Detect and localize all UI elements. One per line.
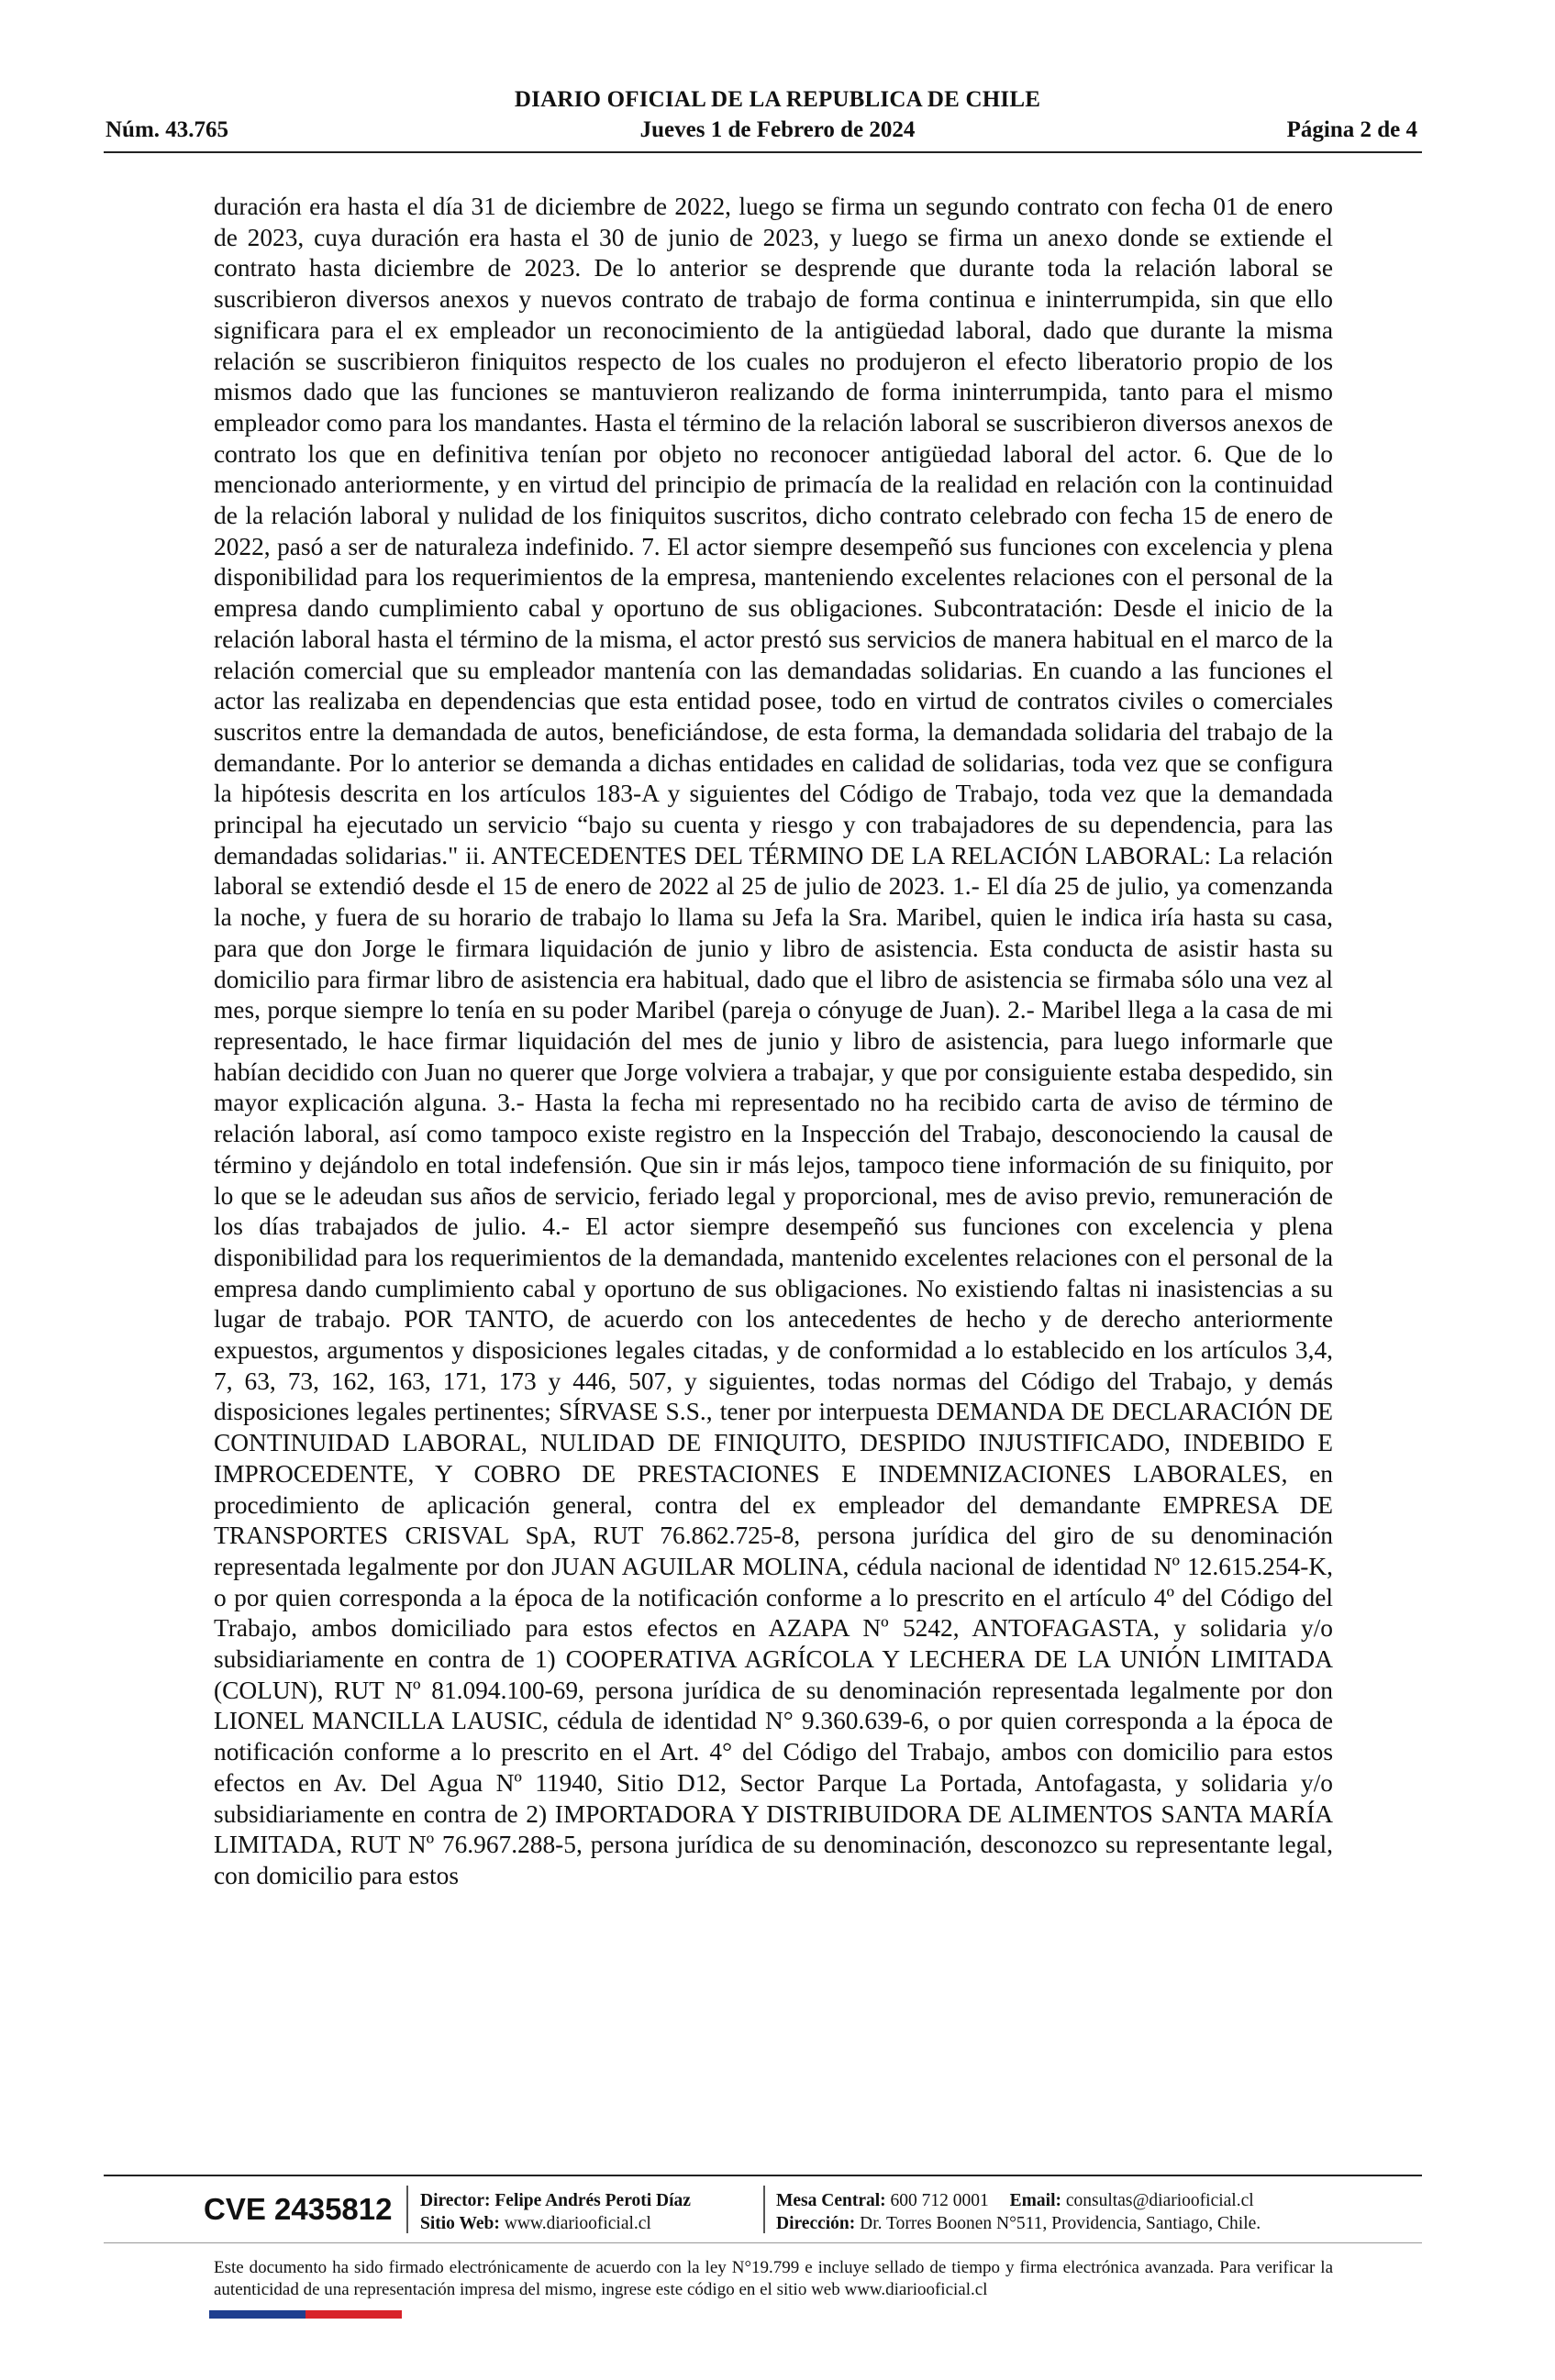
issue-number: Núm. 43.765 <box>106 117 229 142</box>
director-label: Director: <box>420 2191 491 2210</box>
newspaper-title: DIARIO OFICIAL DE LA REPUBLICA DE CHILE <box>514 87 1041 112</box>
footer-separator <box>763 2186 765 2233</box>
page-indicator: Página 2 de 4 <box>1286 117 1417 142</box>
website-label: Sitio Web: <box>420 2214 500 2233</box>
director-line <box>420 2191 691 2211</box>
footer-inner-divider <box>104 2242 1422 2243</box>
body-paragraph: duración era hasta el día 31 de diciembre de 2022, luego se firma un segundo contrato con fecha 01 de enero de 2023, cuya duración era hasta el 30 de junio de 2023, y luego se firma un anexo donde se extiende el contrato hasta diciembre de 2023. De lo anterior se desprende que durante toda la relación laboral se suscribieron diversos anexos y nuevos contrato de trabajo de forma continua e ininterrumpida, sin que ello significara para el ex empleador un reconocimiento de la antigüedad laboral, dado que durante la misma relación se suscribieron finiquitos respecto de los cuales no produjeron el efecto liberatorio propio de los mismos dado que las funciones se mantuvieron realizando de forma ininterrumpida, tanto para el mismo empleador como para los mandantes. Hasta el término de la relación laboral se suscribieron diversos anexos de contrato los que en definitiva tenían por objeto no reconocer antigüedad laboral del actor. 6. Que de lo mencionado anteriormente, y en virtud del principio de primacía de la realidad en relación con la continuidad de la relación laboral y nulidad de los finiquitos suscritos, dicho contrato celebrado con fecha 15 de enero de 2022, pasó a ser de naturaleza indefinido. 7. El actor siempre desempeñó sus funciones con excelencia y plena disponibilidad para los requerimientos de la empresa, manteniendo excelentes relaciones con el personal de la empresa dando cumplimiento cabal y oportuno de sus obligaciones. Subcontratación: Desde el inicio de la relación laboral hasta el término de la misma, el actor prestó sus servicios de manera habitual en el marco de la relación comercial que su empleador mantenía con las demandadas solidarias. En cuando a las funciones el actor las realizaba en dependencias que esta entidad posee, todo en virtud de contratos civiles o comerciales suscritos entre la demandada de autos, beneficiándose, de esta forma, la demandada solidaria del trabajo de la demandante. Por lo anterior se demanda a dichas entidades en calidad de solidarias, toda vez que se configura la hipótesis descrita en los artículos 183-A y siguientes del Código de Trabajo, toda vez que la demandada principal ha ejecutado un servicio “bajo su cuenta y riesgo y con trabajadores de su dependencia, para las demandadas solidarias." ii. ANTECEDENTES DEL TÉRMINO DE LA RELACIÓN LABORAL: La relación laboral se extendió desde el 15 de enero de 2022 al 25 de julio de 2023. 1.- El día 25 de julio, ya comenzanda la noche, y fuera de su horario de trabajo lo llama su Jefa la Sra. Maribel, quien le indica iría hasta su casa, para que don Jorge le firmara liquidación de junio y libro de asistencia. Esta conducta de asistir hasta su domicilio para firmar libro de asistencia era habitual, dado que el libro de asistencia se firmaba sólo una vez al mes, porque siempre lo tenía en su poder Maribel (pareja o cónyuge de Juan). 2.- Maribel llega a la casa de mi representado, le hace firmar liquidación del mes de junio y libro de asistencia, para luego informarle que habían decidido con Juan no querer que Jorge volviera a trabajar, y que por consiguiente estaba despedido, sin mayor explicación alguna. 3.- Hasta la fecha mi representado no ha recibido carta de aviso de término de relación laboral, así como tampoco existe registro en la Inspección del Trabajo, desconociendo la causal de término y dejándolo en total indefensión. Que sin ir más lejos, tampoco tiene información de su finiquito, por lo que se le adeudan sus años de servicio, feriado legal y proporcional, mes de aviso previo, remuneración de los días trabajados de julio. 4.- El actor siempre desempeñó sus funciones con excelencia y plena disponibilidad para los requerimientos de la demandada, mantenido excelentes relaciones con el personal de la empresa dando cumplimiento cabal y oportuno de sus obligaciones. No existiendo faltas ni inasistencias a su lugar de trabajo. POR TANTO, de acuerdo con los antecedentes de hecho y de derecho anteriormente expuestos, argumentos y disposiciones legales citadas, y de conformidad a lo establecido en los artículos 3,4, 7, 63, 73, 162, 163, 171, 173 y 446, 507, y siguientes, todas normas del Código del Trabajo, y demás disposiciones legales pertinentes; SÍRVASE S.S., tener por interpuesta DEMANDA DE DECLARACIÓN DE CONTINUIDAD LABORAL, NULIDAD DE FINIQUITO, DESPIDO INJUSTIFICADO, INDEBIDO E IMPROCEDENTE, Y COBRO DE PRESTACIONES E INDEMNIZACIONES LABORALES, en procedimiento de aplicación general, contra del ex empleador del demandante EMPRESA DE TRANSPORTES CRISVAL SpA, RUT 76.862.725-8, persona jurídica del giro de su denominación representada legalmente por don JUAN AGUILAR MOLINA, cédula nacional de identidad Nº 12.615.254-K, o por quien corresponda a la época de la notificación conforme a lo prescrito en el artículo 4º del Código del Trabajo, ambos domiciliado para estos efectos en AZAPA Nº 5242, ANTOFAGASTA, y solidaria y/o subsidiariamente en contra de 1) COOPERATIVA AGRÍCOLA Y LECHERA DE LA UNIÓN LIMITADA (COLUN), RUT Nº 81.094.100-69, persona jurídica de su denominación representada legalmente por don LIONEL MANCILLA LAUSIC, cédula de identidad N° 9.360.639-6, o por quien corresponda a la época de notificación conforme a lo prescrito en el Art. 4° del Código del Trabajo, ambos con domicilio para estos efectos en Av. Del Agua Nº 11940, Sitio D12, Sector Parque La Portada, Antofagasta, y solidaria y/o subsidiariamente en contra de 2) IMPORTADORA Y DISTRIBUIDORA DE ALIMENTOS SANTA MARÍA LIMITADA, RUT Nº 76.967.288-5, persona jurídica de su denominación, desconozco su representante legal, con domicilio para estos <box>214 193 1333 1889</box>
website-line <box>420 2214 651 2234</box>
email-label: Email: <box>1009 2191 1062 2210</box>
address-line <box>776 2214 1261 2234</box>
cve-code: CVE 2435812 <box>204 2192 393 2226</box>
contact-line <box>776 2191 1254 2211</box>
phone-label: Mesa Central: <box>776 2191 886 2210</box>
phone-number: 600 712 0001 <box>890 2191 989 2210</box>
document-body <box>214 192 1333 1892</box>
flag-red-band <box>305 2310 402 2319</box>
footer-divider <box>104 2175 1422 2176</box>
issue-date: Jueves 1 de Febrero de 2024 <box>639 117 916 142</box>
address-label: Dirección: <box>776 2214 856 2233</box>
flag-blue-band <box>209 2310 305 2319</box>
email-link[interactable]: consultas@diariooficial.cl <box>1065 2191 1254 2210</box>
footer-separator <box>406 2186 408 2233</box>
director-name: Felipe Andrés Peroti Díaz <box>494 2191 691 2210</box>
website-link[interactable]: www.diariooficial.cl <box>504 2214 651 2233</box>
signature-notice: Este documento ha sido firmado electrónicamente de acuerdo con la ley N°19.799 e incluye sellado de tiempo y firma electrónica avanzada. Para verificar la autenticidad de una representación impresa del mismo, ingrese este código en el sitio web www.diariooficial.cl <box>214 2258 1333 2299</box>
header-divider <box>104 151 1422 153</box>
chile-flag-stripe <box>209 2310 402 2319</box>
address-value: Dr. Torres Boonen N°511, Providencia, Santiago, Chile. <box>860 2214 1261 2233</box>
